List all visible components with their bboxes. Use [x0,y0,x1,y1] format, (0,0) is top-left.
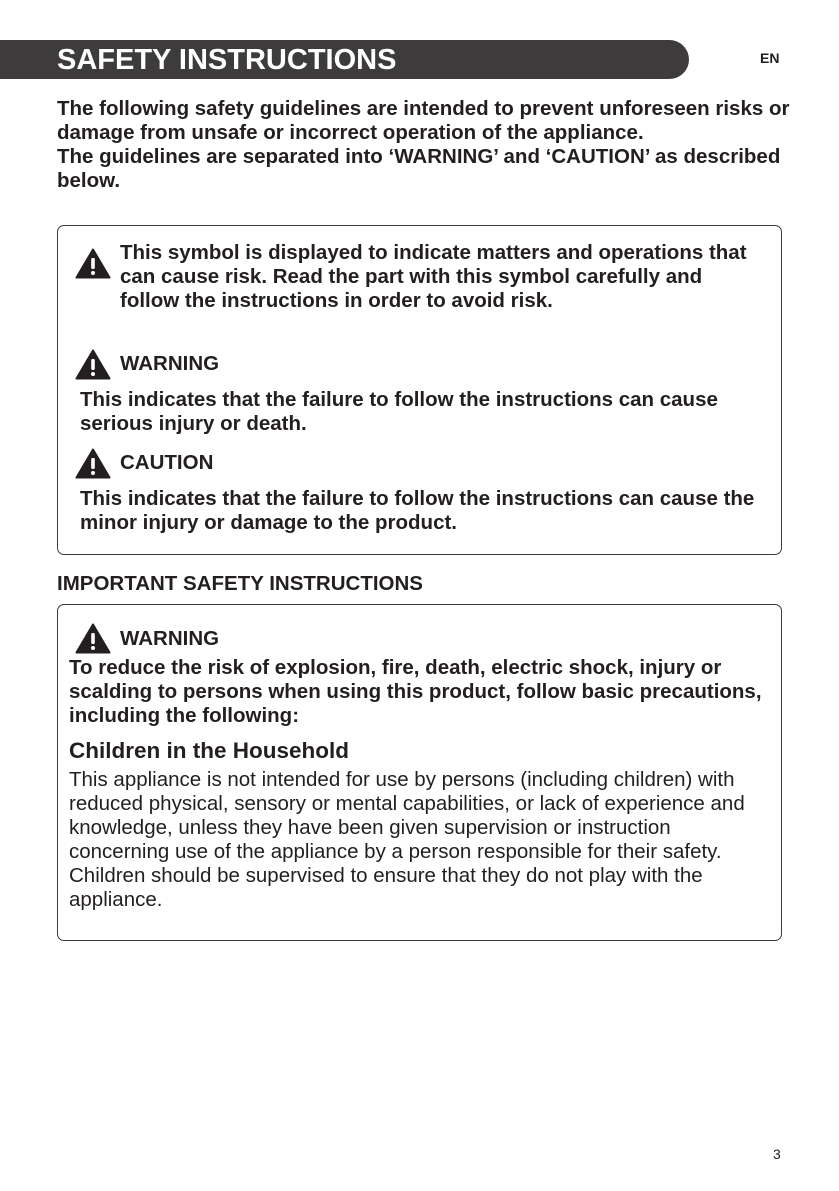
children-section-body: This appliance is not intended for use by persons (including children) with reduced physical, sensory or mental capabilities, or lack of experience and knowledge, unless they have been given supervision or instruction concerning use of the appliance by a person responsible for their safety. Children should be supervised to ensure that they do not play with the appliance. [69,768,745,911]
important-warning-label: WARNING [120,627,220,650]
important-warning-description: To reduce the risk of explosion, fire, death, electric shock, injury or scalding to persons when using this product, follow basic precautions, including the following: [69,656,762,727]
warning-triangle-icon [75,349,111,380]
warning-triangle-icon [75,448,111,479]
intro-paragraph-2: The guidelines are separated into ‘WARNING’ and ‘CAUTION’ as described below. [57,145,781,192]
warning-description: This indicates that the failure to follow the instructions can cause serious injury or death. [80,388,718,435]
important-heading: IMPORTANT SAFETY INSTRUCTIONS [57,572,423,595]
page-title: SAFETY INSTRUCTIONS [57,44,397,76]
children-section-title: Children in the Household [69,738,349,763]
warning-label: WARNING [120,352,220,375]
intro-text [57,97,797,193]
warning-triangle-icon [75,623,111,654]
language-code: EN [760,50,780,66]
intro-paragraph-1: The following safety guidelines are intended to prevent unforeseen risks or damage from unsafe or incorrect operation of the appliance. [57,97,790,144]
page-number: 3 [773,1146,781,1162]
symbol-description: This symbol is displayed to indicate matters and operations that can cause risk. Read the part with this symbol carefully and follow the instructions in order to avoid risk. [120,241,747,312]
caution-label: CAUTION [120,451,214,474]
warning-triangle-icon [75,248,111,279]
caution-description: This indicates that the failure to follow the instructions can cause the minor injury or damage to the product. [80,487,755,534]
